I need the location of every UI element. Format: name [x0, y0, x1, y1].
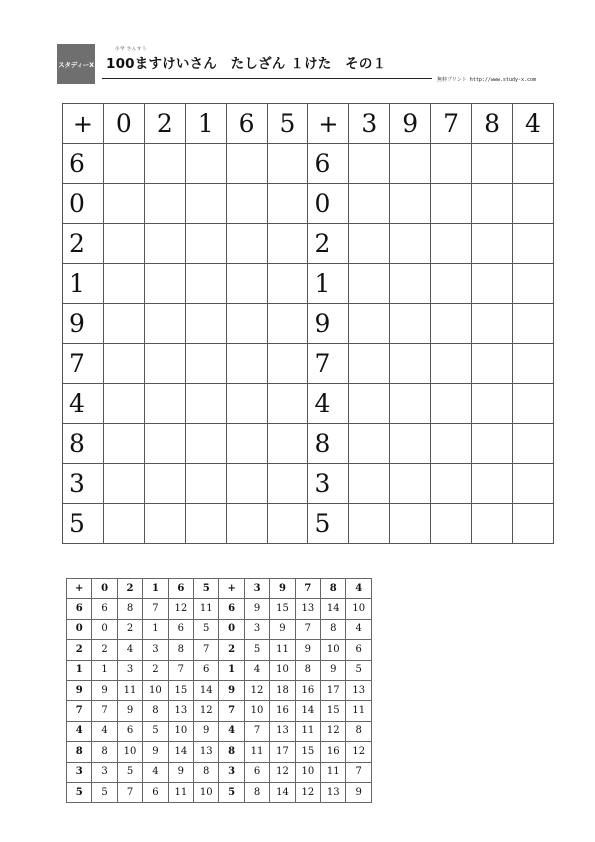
answer-value: 4: [117, 640, 142, 660]
answer-value: 10: [321, 640, 346, 660]
answer-blank-cell: [472, 304, 513, 344]
site-url: 無料プリント http://www.study-x.com: [437, 77, 537, 83]
answer-blank-cell: [512, 344, 553, 384]
answer-blank-cell: [226, 144, 267, 184]
key-row: [67, 721, 372, 741]
row-header: 9: [67, 680, 92, 700]
answer-blank-cell: [349, 184, 390, 224]
column-header: 4: [512, 104, 553, 144]
answer-blank-cell: [431, 384, 472, 424]
problem-grid: [62, 103, 554, 544]
answer-value: 10: [346, 599, 372, 619]
row-header: 4: [63, 384, 104, 424]
answer-blank-cell: [390, 464, 431, 504]
column-header: 8: [321, 579, 346, 599]
answer-key-grid: [66, 578, 372, 803]
row-header: 2: [67, 640, 92, 660]
row-header: 7: [63, 344, 104, 384]
answer-blank-cell: [431, 504, 472, 544]
answer-value: 6: [244, 762, 269, 782]
answer-blank-cell: [349, 424, 390, 464]
answer-blank-cell: [472, 224, 513, 264]
operator-cell: +: [67, 579, 92, 599]
row-header: 6: [63, 144, 104, 184]
row-header: 0: [63, 184, 104, 224]
answer-blank-cell: [226, 184, 267, 224]
answer-blank-cell: [226, 384, 267, 424]
answer-blank-cell: [185, 144, 226, 184]
answer-blank-cell: [349, 384, 390, 424]
answer-blank-cell: [390, 504, 431, 544]
answer-value: 14: [194, 680, 219, 700]
answer-blank-cell: [472, 504, 513, 544]
operator-cell: +: [219, 579, 244, 599]
row-header: 8: [63, 424, 104, 464]
answer-value: 8: [168, 640, 193, 660]
answer-value: 5: [117, 762, 142, 782]
answer-blank-cell: [390, 304, 431, 344]
answer-value: 12: [346, 742, 372, 762]
answer-value: 11: [321, 762, 346, 782]
answer-value: 16: [321, 742, 346, 762]
answer-blank-cell: [267, 464, 308, 504]
grid-row: [63, 464, 554, 504]
answer-value: 6: [143, 782, 168, 802]
answer-value: 11: [295, 721, 320, 741]
column-header: 9: [270, 579, 295, 599]
answer-value: 5: [92, 782, 117, 802]
answer-value: 3: [117, 660, 142, 680]
column-header: 5: [194, 579, 219, 599]
answer-value: 3: [143, 640, 168, 660]
answer-blank-cell: [512, 304, 553, 344]
answer-blank-cell: [144, 264, 185, 304]
answer-value: 4: [92, 721, 117, 741]
answer-value: 15: [321, 701, 346, 721]
answer-blank-cell: [349, 304, 390, 344]
answer-blank-cell: [144, 424, 185, 464]
answer-value: 5: [194, 619, 219, 639]
answer-value: 1: [92, 660, 117, 680]
answer-value: 6: [194, 660, 219, 680]
key-row: [67, 742, 372, 762]
answer-blank-cell: [267, 504, 308, 544]
answer-value: 7: [346, 762, 372, 782]
answer-blank-cell: [349, 344, 390, 384]
answer-blank-cell: [512, 464, 553, 504]
answer-value: 14: [270, 782, 295, 802]
answer-value: 7: [117, 782, 142, 802]
title-underline: [102, 78, 432, 79]
answer-blank-cell: [512, 184, 553, 224]
operator-cell: +: [308, 104, 349, 144]
answer-value: 11: [244, 742, 269, 762]
answer-blank-cell: [431, 144, 472, 184]
answer-value: 6: [168, 619, 193, 639]
grid-row: [63, 424, 554, 464]
answer-value: 15: [270, 599, 295, 619]
key-row: [67, 619, 372, 639]
answer-value: 18: [270, 680, 295, 700]
answer-value: 13: [270, 721, 295, 741]
answer-value: 9: [92, 680, 117, 700]
answer-value: 0: [92, 619, 117, 639]
answer-blank-cell: [390, 424, 431, 464]
answer-value: 8: [244, 782, 269, 802]
answer-value: 9: [194, 721, 219, 741]
answer-value: 2: [117, 619, 142, 639]
column-header: 9: [390, 104, 431, 144]
row-header: 1: [308, 264, 349, 304]
answer-blank-cell: [226, 464, 267, 504]
answer-value: 7: [244, 721, 269, 741]
answer-value: 16: [295, 680, 320, 700]
answer-value: 10: [168, 721, 193, 741]
answer-blank-cell: [226, 344, 267, 384]
answer-blank-cell: [431, 184, 472, 224]
answer-value: 7: [143, 599, 168, 619]
answer-blank-cell: [267, 144, 308, 184]
answer-blank-cell: [144, 184, 185, 224]
answer-blank-cell: [390, 384, 431, 424]
key-row: [67, 660, 372, 680]
answer-value: 4: [143, 762, 168, 782]
answer-value: 11: [117, 680, 142, 700]
answer-blank-cell: [144, 144, 185, 184]
row-header: 3: [219, 762, 244, 782]
row-header: 7: [308, 344, 349, 384]
row-header: 5: [308, 504, 349, 544]
answer-value: 12: [194, 701, 219, 721]
answer-value: 12: [295, 782, 320, 802]
answer-value: 9: [143, 742, 168, 762]
answer-blank-cell: [226, 424, 267, 464]
answer-value: 13: [295, 599, 320, 619]
column-header: 3: [349, 104, 390, 144]
answer-value: 11: [168, 782, 193, 802]
answer-value: 13: [346, 680, 372, 700]
key-row: [67, 599, 372, 619]
grid-header-row: [63, 104, 554, 144]
answer-blank-cell: [185, 224, 226, 264]
row-header: 5: [219, 782, 244, 802]
answer-blank-cell: [144, 464, 185, 504]
answer-blank-cell: [472, 464, 513, 504]
answer-blank-cell: [103, 304, 144, 344]
answer-value: 5: [346, 660, 372, 680]
answer-value: 11: [194, 599, 219, 619]
answer-blank-cell: [390, 344, 431, 384]
row-header: 9: [308, 304, 349, 344]
answer-value: 12: [321, 721, 346, 741]
row-header: 6: [67, 599, 92, 619]
key-row: [67, 701, 372, 721]
answer-blank-cell: [512, 224, 553, 264]
column-header: 0: [103, 104, 144, 144]
row-header: 4: [219, 721, 244, 741]
answer-value: 7: [92, 701, 117, 721]
row-header: 1: [219, 660, 244, 680]
answer-value: 3: [244, 619, 269, 639]
answer-blank-cell: [144, 304, 185, 344]
answer-value: 6: [346, 640, 372, 660]
answer-value: 7: [295, 619, 320, 639]
answer-value: 9: [321, 660, 346, 680]
answer-value: 11: [270, 640, 295, 660]
answer-blank-cell: [226, 264, 267, 304]
answer-value: 12: [244, 680, 269, 700]
answer-value: 9: [270, 619, 295, 639]
answer-blank-cell: [267, 184, 308, 224]
answer-blank-cell: [103, 144, 144, 184]
column-header: 1: [143, 579, 168, 599]
answer-blank-cell: [512, 504, 553, 544]
grid-row: [63, 264, 554, 304]
row-header: 8: [308, 424, 349, 464]
answer-blank-cell: [512, 264, 553, 304]
answer-value: 17: [321, 680, 346, 700]
row-header: 7: [219, 701, 244, 721]
grid-row: [63, 384, 554, 424]
answer-value: 9: [346, 782, 372, 802]
answer-blank-cell: [144, 344, 185, 384]
answer-value: 8: [194, 762, 219, 782]
answer-blank-cell: [472, 344, 513, 384]
answer-blank-cell: [103, 504, 144, 544]
answer-blank-cell: [185, 464, 226, 504]
answer-blank-cell: [226, 224, 267, 264]
answer-value: 2: [92, 640, 117, 660]
row-header: 8: [219, 742, 244, 762]
answer-value: 14: [321, 599, 346, 619]
row-header: 2: [63, 224, 104, 264]
answer-value: 2: [143, 660, 168, 680]
grid-row: [63, 504, 554, 544]
answer-value: 15: [295, 742, 320, 762]
answer-value: 15: [168, 680, 193, 700]
column-header: 4: [346, 579, 372, 599]
answer-blank-cell: [185, 344, 226, 384]
key-row: [67, 762, 372, 782]
answer-value: 4: [244, 660, 269, 680]
row-header: 3: [67, 762, 92, 782]
answer-blank-cell: [267, 424, 308, 464]
answer-blank-cell: [185, 184, 226, 224]
answer-value: 13: [321, 782, 346, 802]
answer-value: 8: [143, 701, 168, 721]
column-header: 2: [144, 104, 185, 144]
answer-value: 6: [117, 721, 142, 741]
answer-value: 10: [117, 742, 142, 762]
answer-value: 8: [117, 599, 142, 619]
key-row: [67, 640, 372, 660]
answer-blank-cell: [472, 144, 513, 184]
row-header: 5: [67, 782, 92, 802]
page-title: 100ますけいさん たしざん １けた その１: [106, 56, 387, 72]
row-header: 6: [308, 144, 349, 184]
answer-blank-cell: [349, 144, 390, 184]
column-header: 6: [168, 579, 193, 599]
answer-value: 10: [270, 660, 295, 680]
answer-blank-cell: [431, 224, 472, 264]
logo: スタディーX: [57, 44, 95, 84]
answer-blank-cell: [472, 384, 513, 424]
grid-row: [63, 184, 554, 224]
answer-blank-cell: [267, 304, 308, 344]
key-row: [67, 680, 372, 700]
answer-value: 13: [194, 742, 219, 762]
row-header: 0: [67, 619, 92, 639]
answer-blank-cell: [185, 504, 226, 544]
row-header: 7: [67, 701, 92, 721]
row-header: 3: [308, 464, 349, 504]
answer-blank-cell: [349, 504, 390, 544]
row-header: 4: [67, 721, 92, 741]
column-header: 7: [431, 104, 472, 144]
row-header: 3: [63, 464, 104, 504]
answer-blank-cell: [431, 264, 472, 304]
answer-blank-cell: [103, 224, 144, 264]
answer-blank-cell: [390, 264, 431, 304]
answer-value: 9: [117, 701, 142, 721]
answer-value: 11: [346, 701, 372, 721]
answer-blank-cell: [267, 344, 308, 384]
answer-value: 7: [194, 640, 219, 660]
answer-value: 12: [270, 762, 295, 782]
row-header: 0: [308, 184, 349, 224]
operator-cell: +: [63, 104, 104, 144]
answer-blank-cell: [144, 384, 185, 424]
row-header: 9: [219, 680, 244, 700]
answer-value: 14: [168, 742, 193, 762]
key-header-row: [67, 579, 372, 599]
row-header: 2: [219, 640, 244, 660]
row-header: 0: [219, 619, 244, 639]
row-header: 1: [67, 660, 92, 680]
column-header: 3: [244, 579, 269, 599]
answer-value: 4: [346, 619, 372, 639]
answer-value: 9: [168, 762, 193, 782]
answer-blank-cell: [267, 224, 308, 264]
answer-blank-cell: [185, 264, 226, 304]
answer-value: 13: [168, 701, 193, 721]
answer-value: 10: [143, 680, 168, 700]
answer-blank-cell: [512, 424, 553, 464]
row-header: 2: [308, 224, 349, 264]
answer-blank-cell: [390, 184, 431, 224]
answer-value: 10: [244, 701, 269, 721]
answer-blank-cell: [103, 184, 144, 224]
column-header: 2: [117, 579, 142, 599]
answer-blank-cell: [185, 424, 226, 464]
answer-value: 1: [143, 619, 168, 639]
key-row: [67, 782, 372, 802]
row-header: 9: [63, 304, 104, 344]
answer-value: 8: [295, 660, 320, 680]
column-header: 6: [226, 104, 267, 144]
answer-blank-cell: [512, 144, 553, 184]
answer-blank-cell: [103, 344, 144, 384]
answer-value: 5: [244, 640, 269, 660]
row-header: 8: [67, 742, 92, 762]
answer-blank-cell: [390, 224, 431, 264]
answer-value: 10: [295, 762, 320, 782]
answer-blank-cell: [103, 464, 144, 504]
row-header: 4: [308, 384, 349, 424]
answer-blank-cell: [226, 304, 267, 344]
answer-value: 9: [295, 640, 320, 660]
answer-value: 7: [168, 660, 193, 680]
answer-value: 9: [244, 599, 269, 619]
grid-row: [63, 304, 554, 344]
answer-blank-cell: [472, 264, 513, 304]
answer-blank-cell: [103, 384, 144, 424]
answer-blank-cell: [390, 144, 431, 184]
grid-row: [63, 344, 554, 384]
answer-value: 6: [92, 599, 117, 619]
answer-value: 3: [92, 762, 117, 782]
answer-value: 8: [346, 721, 372, 741]
answer-blank-cell: [349, 224, 390, 264]
answer-blank-cell: [267, 264, 308, 304]
answer-blank-cell: [431, 424, 472, 464]
grid-row: [63, 224, 554, 264]
answer-value: 8: [321, 619, 346, 639]
answer-blank-cell: [349, 264, 390, 304]
column-header: 0: [92, 579, 117, 599]
answer-blank-cell: [103, 264, 144, 304]
column-header: 1: [185, 104, 226, 144]
answer-value: 17: [270, 742, 295, 762]
answer-value: 14: [295, 701, 320, 721]
row-header: 6: [219, 599, 244, 619]
column-header: 7: [295, 579, 320, 599]
answer-value: 8: [92, 742, 117, 762]
answer-value: 10: [194, 782, 219, 802]
answer-blank-cell: [472, 424, 513, 464]
row-header: 5: [63, 504, 104, 544]
answer-blank-cell: [267, 384, 308, 424]
title-ruby: 小学 さんすう: [115, 47, 147, 52]
answer-blank-cell: [185, 304, 226, 344]
answer-blank-cell: [512, 384, 553, 424]
answer-blank-cell: [226, 504, 267, 544]
answer-blank-cell: [185, 384, 226, 424]
column-header: 5: [267, 104, 308, 144]
answer-blank-cell: [472, 184, 513, 224]
answer-value: 16: [270, 701, 295, 721]
answer-blank-cell: [144, 224, 185, 264]
column-header: 8: [472, 104, 513, 144]
answer-value: 5: [143, 721, 168, 741]
answer-blank-cell: [144, 504, 185, 544]
row-header: 1: [63, 264, 104, 304]
answer-blank-cell: [103, 424, 144, 464]
grid-row: [63, 144, 554, 184]
answer-blank-cell: [431, 304, 472, 344]
answer-blank-cell: [349, 464, 390, 504]
answer-blank-cell: [431, 344, 472, 384]
answer-blank-cell: [431, 464, 472, 504]
answer-value: 12: [168, 599, 193, 619]
